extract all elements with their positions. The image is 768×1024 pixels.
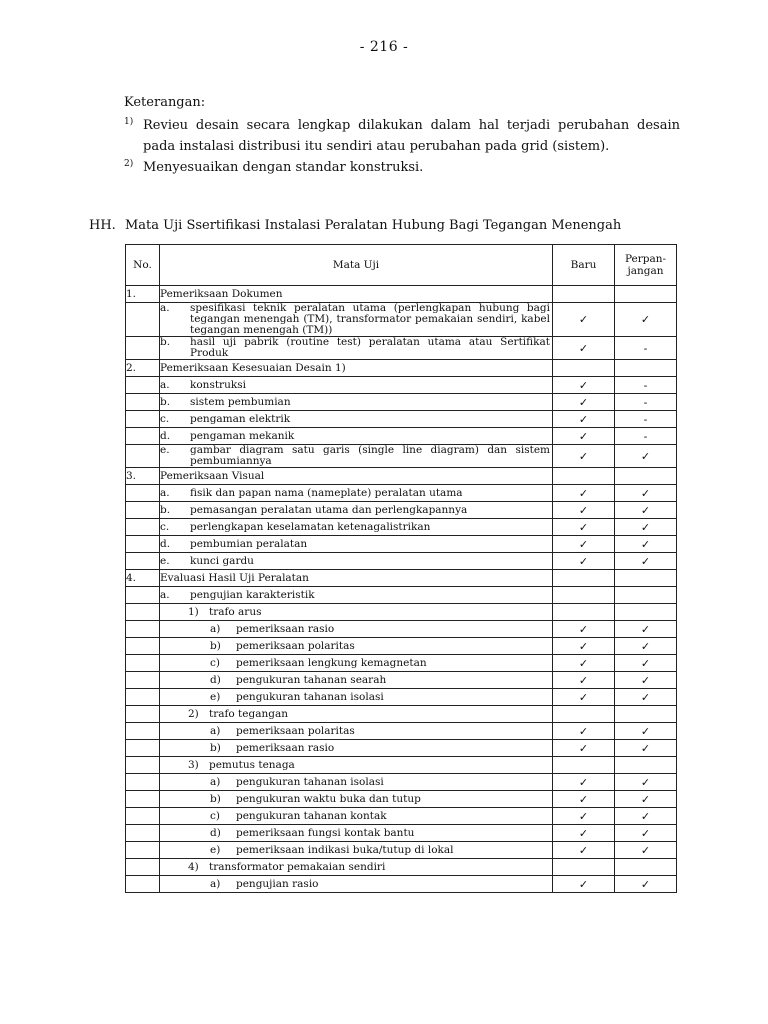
table-row — [126, 502, 677, 519]
item-content — [160, 539, 552, 550]
item-marker: c. — [160, 520, 170, 533]
perpanjangan-check — [615, 604, 677, 621]
item-marker: e. — [160, 444, 170, 456]
item-content — [160, 488, 552, 499]
item-marker: b) — [210, 639, 221, 652]
item-marker: e) — [210, 843, 221, 856]
table-row — [126, 394, 677, 411]
table-row — [126, 519, 677, 536]
item-text: pengukuran tahanan isolasi — [236, 690, 384, 703]
baru-check: ✓ — [553, 377, 615, 394]
item-text: pemutus tenaga — [209, 758, 295, 771]
baru-check: ✓ — [553, 740, 615, 757]
item-text: pengukuran tahanan isolasi — [236, 775, 384, 788]
item-marker: 3) — [188, 758, 199, 771]
item-text: hasil uji pabrik (routine test) peralatan utama atau Sertifikat Produk — [190, 336, 550, 359]
perpanjangan-check: - — [615, 377, 677, 394]
row-number — [126, 337, 160, 360]
perpanjangan-check: ✓ — [615, 638, 677, 655]
perpanjangan-check: - — [615, 394, 677, 411]
perpanjangan-check — [615, 360, 677, 377]
row-item — [160, 791, 553, 808]
item-content — [160, 862, 552, 873]
table-row — [126, 286, 677, 303]
baru-check: ✓ — [553, 638, 615, 655]
header-no: No. — [126, 245, 160, 286]
row-item — [160, 825, 553, 842]
item-text: fisik dan papan nama (nameplate) peralatan utama — [190, 486, 463, 499]
item-text: pemeriksaan lengkung kemagnetan — [236, 656, 427, 669]
row-item — [160, 394, 553, 411]
item-content — [160, 777, 552, 788]
perpanjangan-check — [615, 286, 677, 303]
row-item — [160, 445, 553, 468]
perpanjangan-check — [615, 757, 677, 774]
row-item — [160, 723, 553, 740]
baru-check — [553, 468, 615, 485]
table-row — [126, 377, 677, 394]
row-number — [126, 519, 160, 536]
perpanjangan-check: - — [615, 411, 677, 428]
table-row — [126, 689, 677, 706]
item-text: kunci gardu — [190, 554, 254, 567]
table-row — [126, 536, 677, 553]
row-item — [160, 411, 553, 428]
table-row — [126, 706, 677, 723]
table-row — [126, 876, 677, 893]
baru-check — [553, 587, 615, 604]
perpanjangan-check: ✓ — [615, 723, 677, 740]
row-number — [126, 740, 160, 757]
item-content — [160, 471, 552, 482]
perpanjangan-check: ✓ — [615, 445, 677, 468]
item-marker: b. — [160, 503, 171, 516]
baru-check: ✓ — [553, 689, 615, 706]
note-marker: 1) — [124, 117, 134, 127]
table-row — [126, 337, 677, 360]
perpanjangan-check: ✓ — [615, 485, 677, 502]
item-marker: d. — [160, 429, 171, 442]
table-row — [126, 428, 677, 445]
baru-check: ✓ — [553, 655, 615, 672]
item-text: transformator pemakaian sendiri — [209, 860, 386, 873]
row-number — [126, 842, 160, 859]
item-content — [160, 607, 552, 618]
item-marker: d. — [160, 537, 171, 550]
item-text: pemeriksaan rasio — [236, 741, 335, 754]
item-marker: a. — [160, 486, 170, 499]
item-marker: a) — [210, 877, 221, 890]
note-text: Revieu desain secara lengkap dilakukan dalam hal terjadi perubahan desain pada instalasi distribusi itu sendiri atau perubahan pada grid (sistem). — [143, 118, 680, 154]
perpanjangan-check: ✓ — [615, 791, 677, 808]
item-marker: a) — [210, 775, 221, 788]
perpanjangan-check: ✓ — [615, 808, 677, 825]
row-number — [126, 723, 160, 740]
table-row — [126, 638, 677, 655]
row-number — [126, 706, 160, 723]
table-row — [126, 825, 677, 842]
perpanjangan-check: ✓ — [615, 655, 677, 672]
item-marker: a. — [160, 302, 170, 314]
baru-check: ✓ — [553, 825, 615, 842]
row-item — [160, 808, 553, 825]
perpanjangan-check — [615, 570, 677, 587]
perpanjangan-check: ✓ — [615, 689, 677, 706]
item-content — [160, 624, 552, 635]
table-header-row — [126, 245, 677, 286]
row-number — [126, 604, 160, 621]
item-marker: a. — [160, 588, 170, 601]
perpanjangan-check: ✓ — [615, 825, 677, 842]
baru-check: ✓ — [553, 791, 615, 808]
row-number — [126, 536, 160, 553]
baru-check — [553, 286, 615, 303]
row-item — [160, 536, 553, 553]
baru-check: ✓ — [553, 519, 615, 536]
row-item — [160, 502, 553, 519]
baru-check: ✓ — [553, 672, 615, 689]
row-number — [126, 655, 160, 672]
baru-check — [553, 859, 615, 876]
baru-check: ✓ — [553, 485, 615, 502]
baru-check: ✓ — [553, 553, 615, 570]
row-item — [160, 587, 553, 604]
baru-check: ✓ — [553, 536, 615, 553]
item-content — [160, 337, 552, 359]
perpanjangan-check: - — [615, 337, 677, 360]
item-text: pengaman elektrik — [190, 412, 291, 425]
row-number — [126, 553, 160, 570]
item-content — [160, 709, 552, 720]
row-item — [160, 428, 553, 445]
item-marker: a) — [210, 622, 221, 635]
item-content — [160, 556, 552, 567]
item-marker: 1) — [188, 605, 199, 618]
row-number — [126, 859, 160, 876]
table-row — [126, 655, 677, 672]
item-marker: a) — [210, 724, 221, 737]
header-perpanjangan-label: Perpan-jangan — [624, 253, 667, 277]
table-row — [126, 774, 677, 791]
note-text: Menyesuaikan dengan standar konstruksi. — [143, 160, 424, 175]
item-content — [160, 743, 552, 754]
row-item — [160, 570, 553, 587]
baru-check: ✓ — [553, 394, 615, 411]
table-row — [126, 723, 677, 740]
perpanjangan-check: ✓ — [615, 621, 677, 638]
item-text: sistem pembumian — [190, 395, 291, 408]
page-number: - 216 - — [359, 39, 409, 55]
notes-block — [124, 92, 680, 178]
baru-check: ✓ — [553, 303, 615, 337]
item-text: trafo arus — [209, 605, 262, 618]
perpanjangan-check: ✓ — [615, 774, 677, 791]
row-item — [160, 689, 553, 706]
row-item — [160, 859, 553, 876]
row-item — [160, 519, 553, 536]
table-row — [126, 672, 677, 689]
row-number — [126, 791, 160, 808]
row-number — [126, 621, 160, 638]
item-content — [160, 692, 552, 703]
row-number: 4. — [126, 570, 160, 587]
baru-check — [553, 604, 615, 621]
item-content — [160, 760, 552, 771]
item-content — [160, 445, 552, 467]
row-number — [126, 411, 160, 428]
row-item — [160, 655, 553, 672]
row-item — [160, 485, 553, 502]
item-marker: c. — [160, 412, 170, 425]
row-item — [160, 774, 553, 791]
header-perpanjangan — [615, 245, 677, 286]
item-text: gambar diagram satu garis (single line diagram) dan sistem pembumiannya — [190, 444, 550, 467]
table-row — [126, 303, 677, 337]
item-content — [160, 380, 552, 391]
item-content — [160, 431, 552, 442]
table-body — [126, 286, 677, 893]
item-marker: 4) — [188, 860, 199, 873]
item-content — [160, 303, 552, 336]
section-title: Mata Uji Ssertifikasi Instalasi Peralatan Hubung Bagi Tegangan Menengah — [125, 218, 622, 233]
row-number — [126, 428, 160, 445]
row-number — [126, 445, 160, 468]
notes-title: Keterangan: — [124, 95, 206, 110]
perpanjangan-check — [615, 587, 677, 604]
baru-check: ✓ — [553, 428, 615, 445]
item-content — [160, 505, 552, 516]
item-content — [160, 573, 552, 584]
table-row — [126, 757, 677, 774]
item-marker: d) — [210, 673, 221, 686]
row-item — [160, 360, 553, 377]
row-number — [126, 485, 160, 502]
perpanjangan-check: ✓ — [615, 740, 677, 757]
table-row — [126, 740, 677, 757]
item-text: pemeriksaan fungsi kontak bantu — [236, 826, 415, 839]
item-content — [160, 658, 552, 669]
note-item — [124, 115, 680, 157]
baru-check: ✓ — [553, 842, 615, 859]
row-number — [126, 757, 160, 774]
baru-check — [553, 757, 615, 774]
item-marker: a. — [160, 378, 170, 391]
table-row — [126, 604, 677, 621]
item-content — [160, 845, 552, 856]
baru-check — [553, 570, 615, 587]
row-number — [126, 672, 160, 689]
item-text: pemeriksaan rasio — [236, 622, 335, 635]
item-marker: c) — [210, 656, 220, 669]
item-text: pengujian rasio — [236, 877, 319, 890]
table-row — [126, 411, 677, 428]
row-number — [126, 876, 160, 893]
item-marker: b) — [210, 741, 221, 754]
note-marker: 2) — [124, 159, 134, 169]
section-label: HH. — [89, 218, 116, 233]
item-text: pengaman mekanik — [190, 429, 295, 442]
item-content — [160, 590, 552, 601]
header-baru: Baru — [553, 245, 615, 286]
perpanjangan-check — [615, 706, 677, 723]
row-item — [160, 553, 553, 570]
baru-check: ✓ — [553, 723, 615, 740]
row-number — [126, 394, 160, 411]
item-text: trafo tegangan — [209, 707, 288, 720]
item-content — [160, 675, 552, 686]
item-content — [160, 397, 552, 408]
perpanjangan-check: ✓ — [615, 502, 677, 519]
row-number — [126, 689, 160, 706]
item-marker: b. — [160, 336, 171, 348]
row-number: 3. — [126, 468, 160, 485]
table-row — [126, 859, 677, 876]
row-item — [160, 842, 553, 859]
row-number — [126, 303, 160, 337]
item-text: spesifikasi teknik peralatan utama (perlengkapan hubung bagi tegangan menengah (TM), transformator pemakaian sendiri, kabel tegangan menengah (TM)) — [190, 302, 550, 336]
table-row — [126, 570, 677, 587]
row-item — [160, 638, 553, 655]
table-row — [126, 553, 677, 570]
row-item — [160, 876, 553, 893]
item-text: pemeriksaan polaritas — [236, 639, 355, 652]
row-number — [126, 774, 160, 791]
perpanjangan-check — [615, 859, 677, 876]
row-number — [126, 377, 160, 394]
table-row — [126, 842, 677, 859]
baru-check: ✓ — [553, 876, 615, 893]
table-row — [126, 587, 677, 604]
item-content — [160, 363, 552, 374]
item-content — [160, 794, 552, 805]
item-text: pengujian karakteristik — [190, 588, 315, 601]
table-row — [126, 445, 677, 468]
row-number — [126, 638, 160, 655]
baru-check — [553, 360, 615, 377]
perpanjangan-check: - — [615, 428, 677, 445]
row-item — [160, 757, 553, 774]
perpanjangan-check: ✓ — [615, 876, 677, 893]
perpanjangan-check: ✓ — [615, 553, 677, 570]
row-item — [160, 621, 553, 638]
item-text: pemeriksaan indikasi buka/tutup di lokal — [236, 843, 454, 856]
baru-check: ✓ — [553, 808, 615, 825]
perpanjangan-check: ✓ — [615, 303, 677, 337]
baru-check: ✓ — [553, 337, 615, 360]
item-text: Pemeriksaan Visual — [160, 469, 265, 482]
row-number — [126, 808, 160, 825]
table-row — [126, 485, 677, 502]
note-item — [124, 157, 680, 178]
item-text: perlengkapan keselamatan ketenagalistrikan — [190, 520, 431, 533]
item-content — [160, 414, 552, 425]
perpanjangan-check: ✓ — [615, 842, 677, 859]
item-marker: e) — [210, 690, 221, 703]
row-item — [160, 377, 553, 394]
row-item — [160, 672, 553, 689]
perpanjangan-check: ✓ — [615, 519, 677, 536]
item-text: konstruksi — [190, 378, 246, 391]
item-content — [160, 811, 552, 822]
item-text: Evaluasi Hasil Uji Peralatan — [160, 571, 309, 584]
item-content — [160, 828, 552, 839]
item-marker: b) — [210, 792, 221, 805]
item-marker: e. — [160, 554, 170, 567]
item-text: pemeriksaan polaritas — [236, 724, 355, 737]
item-content — [160, 641, 552, 652]
item-text: pengukuran waktu buka dan tutup — [236, 792, 421, 805]
row-item — [160, 604, 553, 621]
row-number — [126, 587, 160, 604]
item-marker: d) — [210, 826, 221, 839]
item-content — [160, 879, 552, 890]
row-number: 1. — [126, 286, 160, 303]
item-text: pemasangan peralatan utama dan perlengkapannya — [190, 503, 468, 516]
row-item — [160, 468, 553, 485]
baru-check: ✓ — [553, 621, 615, 638]
table-row — [126, 621, 677, 638]
table-row — [126, 808, 677, 825]
table-row — [126, 360, 677, 377]
item-marker: c) — [210, 809, 220, 822]
test-items-table — [125, 244, 677, 893]
row-number — [126, 825, 160, 842]
item-marker: b. — [160, 395, 171, 408]
header-mata-uji: Mata Uji — [160, 245, 553, 286]
row-item — [160, 286, 553, 303]
row-item — [160, 740, 553, 757]
item-text: Pemeriksaan Kesesuaian Desain 1) — [160, 361, 346, 374]
baru-check: ✓ — [553, 411, 615, 428]
section-heading — [89, 218, 689, 233]
baru-check — [553, 706, 615, 723]
row-number — [126, 502, 160, 519]
item-text: pengukuran tahanan kontak — [236, 809, 387, 822]
row-item — [160, 706, 553, 723]
row-number: 2. — [126, 360, 160, 377]
perpanjangan-check: ✓ — [615, 672, 677, 689]
baru-check: ✓ — [553, 445, 615, 468]
table-row — [126, 791, 677, 808]
item-content — [160, 726, 552, 737]
perpanjangan-check — [615, 468, 677, 485]
row-item — [160, 337, 553, 360]
item-content — [160, 289, 552, 300]
item-marker: 2) — [188, 707, 199, 720]
perpanjangan-check: ✓ — [615, 536, 677, 553]
baru-check: ✓ — [553, 774, 615, 791]
item-text: pengukuran tahanan searah — [236, 673, 387, 686]
item-content — [160, 522, 552, 533]
row-item — [160, 303, 553, 337]
item-text: pembumian peralatan — [190, 537, 308, 550]
item-text: Pemeriksaan Dokumen — [160, 287, 283, 300]
table-row — [126, 468, 677, 485]
baru-check: ✓ — [553, 502, 615, 519]
